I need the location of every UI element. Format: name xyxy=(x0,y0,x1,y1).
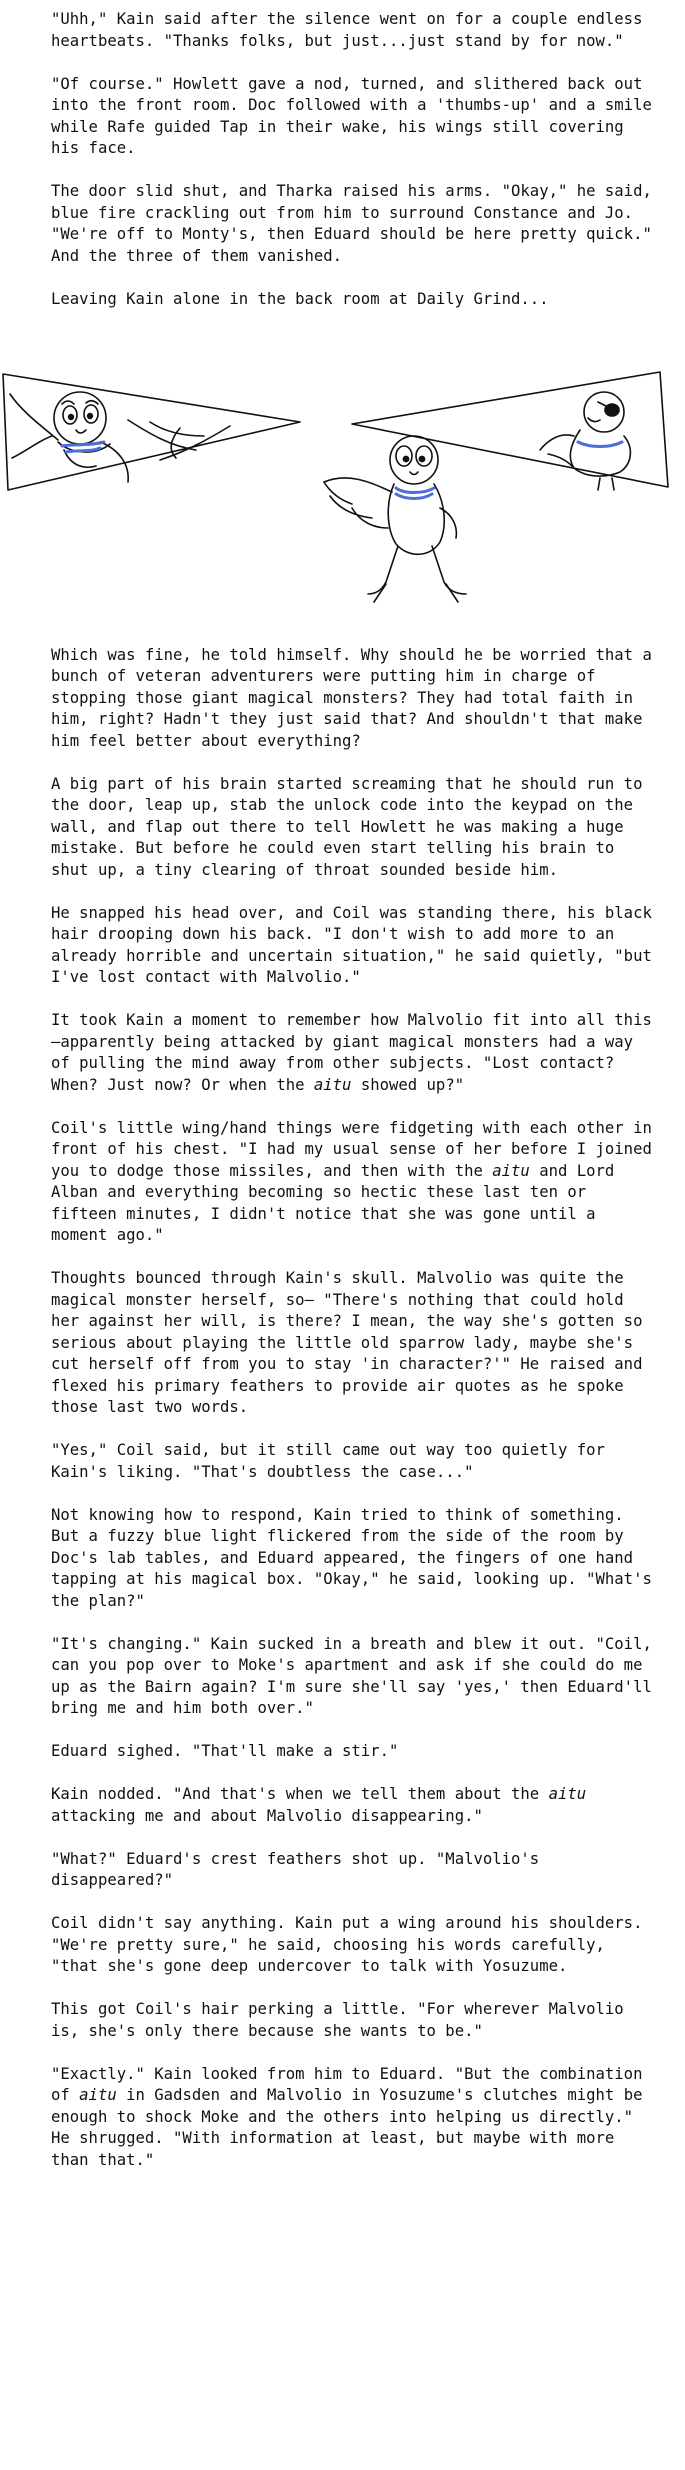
text-run: showed up?" xyxy=(351,1075,465,1094)
text-run: in Gadsden and Malvolio in Yosuzume's clutches might be enough to shock Moke and the others into helping us directly." He shrugged. "With information at least, but maybe with more than that." xyxy=(51,2086,643,2169)
italic-term: aitu xyxy=(548,1785,587,1803)
top-paragraph xyxy=(51,9,656,52)
story-text-bottom xyxy=(0,645,656,2172)
bottom-paragraph xyxy=(51,1440,656,1483)
text-run: Kain nodded. "And that's when we tell them about the xyxy=(51,1785,549,1803)
bottom-paragraph xyxy=(51,1999,656,2042)
bottom-paragraph xyxy=(51,1010,656,1096)
text-run: This got Coil's hair perking a little. "For wherever Malvolio is, she's only there because she wants to be." xyxy=(51,2000,624,2040)
text-run: Leaving Kain alone in the back room at Daily Grind... xyxy=(51,289,549,308)
bottom-paragraph xyxy=(51,1505,656,1613)
bottom-paragraph xyxy=(51,1634,656,1720)
bird-right xyxy=(540,392,630,490)
text-run: "Yes," Coil said, but it still came out way too quietly for Kain's liking. "That's doubtless the case..." xyxy=(51,1441,605,1481)
top-paragraph xyxy=(51,74,656,160)
text-run: He snapped his head over, and Coil was standing there, his black hair drooping down his back. "I don't wish to add more to an already horrible and uncertain situation," he said quietly, "but I've lost contact with Malvolio." xyxy=(51,903,652,986)
bottom-paragraph xyxy=(51,1849,656,1892)
text-run: "Of course." Howlett gave a nod, turned, and slithered back out into the front room. Doc followed with a 'thumbs-up' and a smile while Rafe guided Tap in their wake, his wings still covering his face. xyxy=(51,74,652,157)
italic-term: aitu xyxy=(79,2086,117,2104)
text-run: Which was fine, he told himself. Why should he be worried that a bunch of veteran adventurers were putting him in charge of stopping those giant magical monsters? They had total faith in him, right? Hadn't they just said that? And shouldn't that make him feel better about everything? xyxy=(51,645,652,750)
text-run: Coil's little wing/hand things were fidgeting with each other in front of his chest. "I had my usual sense of her before I joined you to dodge those missiles, and then with the xyxy=(51,1118,652,1180)
text-run: It took Kain a moment to remember how Malvolio fit into all this—apparently being attacked by giant magical monsters had a way of pulling the mind away from other subjects. "Lost contact? When? Just now? Or when the xyxy=(51,1011,652,1094)
text-run: "What?" Eduard's crest feathers shot up. "Malvolio's disappeared?" xyxy=(51,1849,540,1889)
worried-bird-left xyxy=(54,392,128,482)
italic-term: aitu xyxy=(313,1075,352,1094)
text-run: and Lord Alban and everything becoming so hectic these last ten or fifteen minutes, I didn't notice that she was gone until a moment ago." xyxy=(51,1161,615,1244)
bottom-paragraph xyxy=(51,1741,656,1763)
text-run: attacking me and about Malvolio disappearing." xyxy=(51,1806,483,1825)
text-run: Eduard sighed. "That'll make a stir." xyxy=(51,1742,399,1760)
text-run: "Uhh," Kain said after the silence went on for a couple endless heartbeats. "Thanks folks, but just...just stand by for now." xyxy=(51,10,643,50)
top-paragraph xyxy=(51,181,656,267)
italic-term: aitu xyxy=(492,1161,530,1180)
bottom-paragraph xyxy=(51,1118,656,1247)
bottom-paragraph xyxy=(51,645,656,753)
nervous-bird-center xyxy=(324,436,466,602)
text-run: Thoughts bounced through Kain's skull. Malvolio was quite the magical monster herself, so— "There's nothing that could hold her against her will, is there? I mean, the way she's gotten so serious about playing the little old sparrow lady, maybe she's cut herself off from you to stay 'in character?'" He raised and flexed his primary feathers to provide air quotes as he spoke those last two words. xyxy=(51,1269,643,1416)
bottom-paragraph xyxy=(51,903,656,989)
bottom-paragraph xyxy=(51,1268,656,1419)
story-text-top xyxy=(0,0,656,310)
top-paragraph xyxy=(51,289,656,311)
bottom-paragraph xyxy=(51,1784,656,1827)
bottom-paragraph xyxy=(51,774,656,882)
text-run: "It's changing." Kain sucked in a breath and blew it out. "Coil, can you pop over to Moke's apartment and ask if she could do me up as the Bairn again? I'm sure she'll say 'yes,' then Eduard'll bring me and him both over." xyxy=(51,1634,652,1717)
text-run: "Exactly." Kain looked from him to Eduard. "But the combination of xyxy=(51,2064,643,2104)
text-run: Not knowing how to respond, Kain tried to think of something. But a fuzzy blue light flickered from the side of the room by Doc's lab tables, and Eduard appeared, the fingers of one hand tapping at his magical box. "Okay," he said, looking up. "What's the plan?" xyxy=(51,1505,652,1610)
text-run: A big part of his brain started screaming that he should run to the door, leap up, stab the unlock code into the keypad on the wall, and flap out there to tell Howlett he was making a huge mistake. But before he could even start telling his brain to shut up, a tiny clearing of throat sounded beside him. xyxy=(51,774,643,879)
text-run: Coil didn't say anything. Kain put a wing around his shoulders. "We're pretty sure," he said, choosing his words carefully, "that she's gone deep undercover to talk with Yosuzume. xyxy=(51,1914,643,1975)
bottom-paragraph xyxy=(51,2064,656,2172)
text-run: The door slid shut, and Tharka raised his arms. "Okay," he said, blue fire crackling out from him to surround Constance and Jo. "We're off to Monty's, then Eduard should be here pretty quick." And the three of them vanished. xyxy=(51,182,652,265)
right-panel-frame xyxy=(352,372,668,487)
comic-illustration xyxy=(0,332,685,626)
bottom-paragraph xyxy=(51,1913,656,1978)
